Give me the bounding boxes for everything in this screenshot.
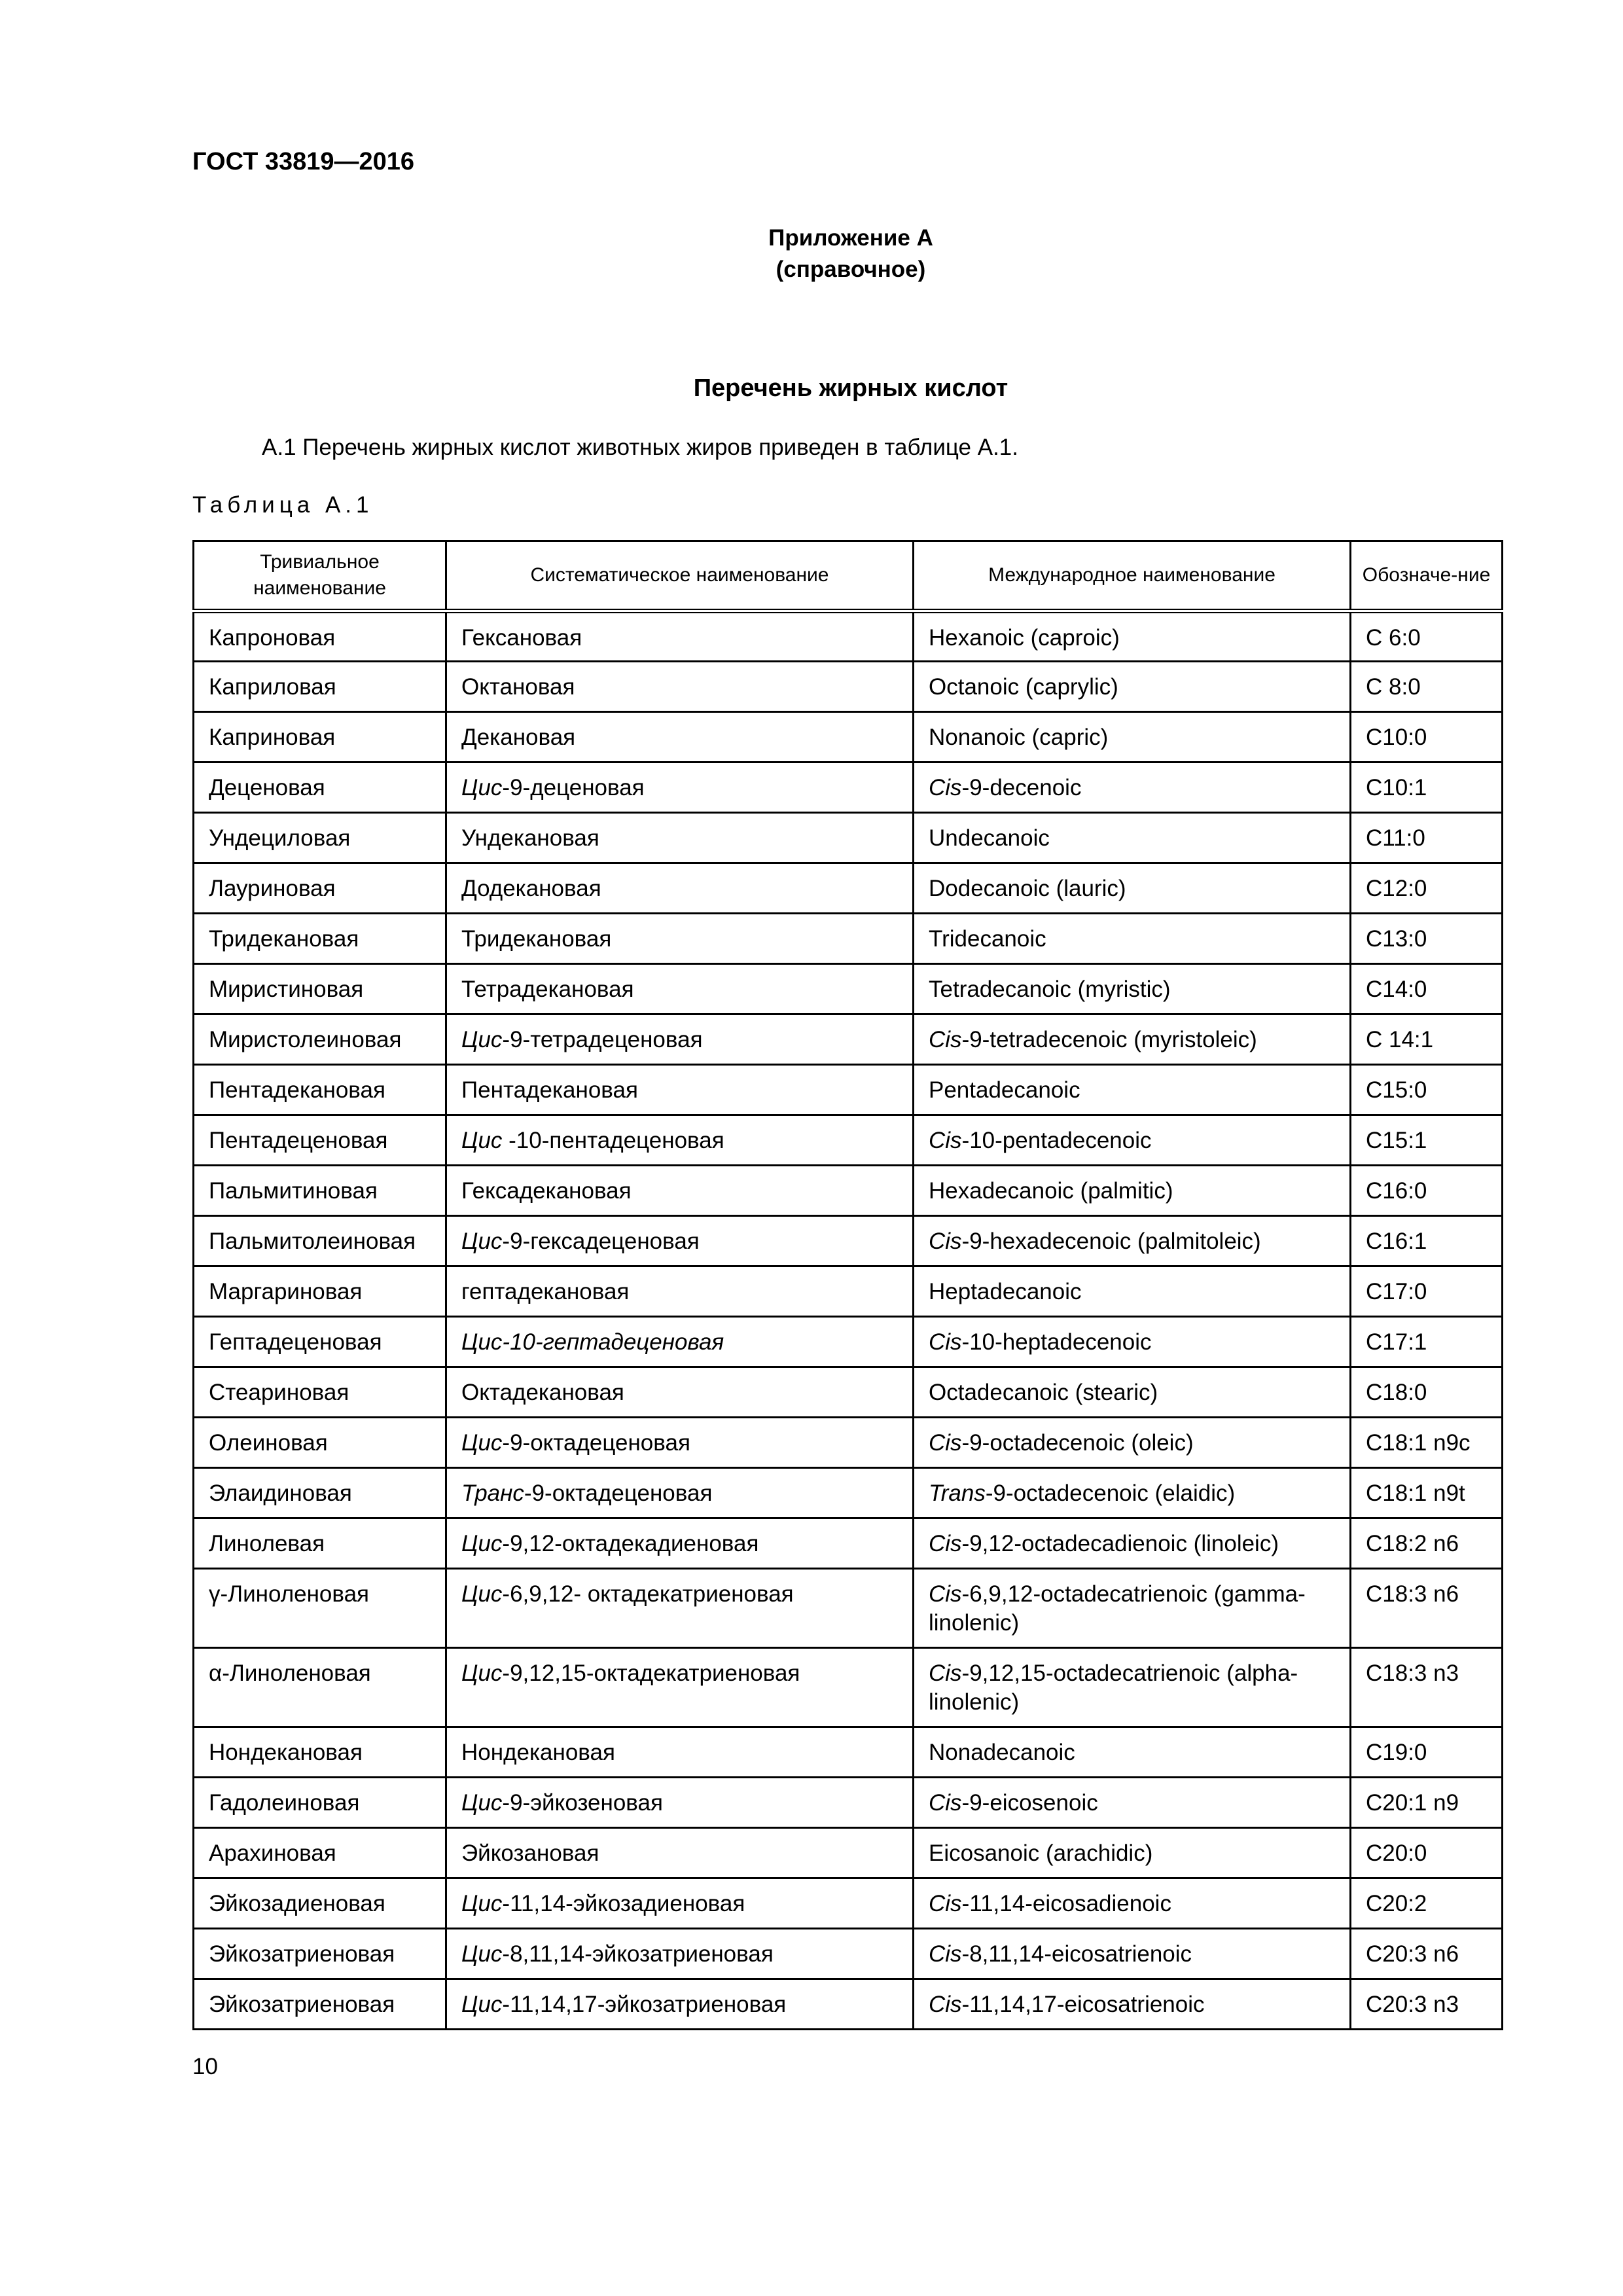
international-rest: -11,14,17-eicosatrienoic xyxy=(961,1992,1205,2017)
systematic-rest: Гексадекановая xyxy=(461,1178,632,1204)
systematic-prefix: Транс xyxy=(461,1480,524,1506)
cell-international-name xyxy=(914,1878,1351,1929)
systematic-rest: -10-пентадеценовая xyxy=(502,1128,724,1153)
systematic-rest: Октадекановая xyxy=(461,1380,624,1405)
cell-international-name xyxy=(914,1979,1351,2030)
cell-systematic-name xyxy=(446,1468,914,1518)
table-row xyxy=(194,1317,1503,1367)
table-row xyxy=(194,1166,1503,1216)
cell-international-name xyxy=(914,1166,1351,1216)
systematic-rest: Эйкозановая xyxy=(461,1840,599,1866)
systematic-rest: -9-деценовая xyxy=(502,775,645,800)
cell-international-name xyxy=(914,1065,1351,1115)
cell-systematic-name xyxy=(446,1828,914,1878)
systematic-rest: -8,11,14-эйкозатриеновая xyxy=(502,1941,774,1967)
cell-systematic-name xyxy=(446,1569,914,1648)
cell-designation: C20:3 n6 xyxy=(1351,1929,1503,1979)
cell-designation: C18:3 n3 xyxy=(1351,1648,1503,1727)
cell-trivial-name: Гептадеценовая xyxy=(194,1317,446,1367)
cell-systematic-name xyxy=(446,1929,914,1979)
cell-systematic-name xyxy=(446,1727,914,1778)
systematic-prefix: Цис xyxy=(461,775,503,800)
cell-designation: C 14:1 xyxy=(1351,1014,1503,1065)
cell-international-name xyxy=(914,762,1351,813)
cell-trivial-name: Эйкозатриеновая xyxy=(194,1979,446,2030)
systematic-prefix: Цис xyxy=(461,1430,503,1456)
cell-systematic-name xyxy=(446,1878,914,1929)
international-prefix: Cis xyxy=(929,1581,962,1607)
cell-systematic-name xyxy=(446,1518,914,1569)
cell-systematic-name xyxy=(446,1266,914,1317)
cell-designation: C16:1 xyxy=(1351,1216,1503,1266)
systematic-rest: -11,14,17-эйкозатриеновая xyxy=(502,1992,787,2017)
systematic-rest: -9-октадеценовая xyxy=(524,1480,713,1506)
cell-designation: C16:0 xyxy=(1351,1166,1503,1216)
cell-international-name xyxy=(914,1778,1351,1828)
header-international-name: Международное наименование xyxy=(914,541,1351,611)
systematic-rest: -6,9,12- октадекатриеновая xyxy=(502,1581,794,1607)
table-row xyxy=(194,611,1503,662)
cell-designation: C10:0 xyxy=(1351,712,1503,762)
cell-international-name xyxy=(914,1727,1351,1778)
systematic-rest: -11,14-эйкозадиеновая xyxy=(502,1891,745,1916)
cell-international-name xyxy=(914,1468,1351,1518)
international-rest: -8,11,14-eicosatrienoic xyxy=(961,1941,1192,1967)
cell-designation: C17:0 xyxy=(1351,1266,1503,1317)
cell-systematic-name xyxy=(446,712,914,762)
international-rest: Nonadecanoic xyxy=(929,1740,1075,1765)
fatty-acids-table xyxy=(192,540,1503,2030)
cell-designation: C18:3 n6 xyxy=(1351,1569,1503,1648)
cell-systematic-name xyxy=(446,813,914,863)
cell-systematic-name xyxy=(446,964,914,1014)
cell-systematic-name xyxy=(446,1166,914,1216)
international-prefix: Cis xyxy=(929,1329,962,1355)
table-row xyxy=(194,762,1503,813)
cell-trivial-name: Деценовая xyxy=(194,762,446,813)
cell-international-name xyxy=(914,1014,1351,1065)
table-row xyxy=(194,712,1503,762)
international-rest: Nonanoic (capric) xyxy=(929,725,1109,750)
international-prefix: Cis xyxy=(929,1891,962,1916)
systematic-rest: Октановая xyxy=(461,674,575,700)
international-rest: -9-hexadecenoic (palmitoleic) xyxy=(961,1229,1261,1254)
cell-trivial-name: Ундециловая xyxy=(194,813,446,863)
table-row xyxy=(194,1929,1503,1979)
international-prefix: Cis xyxy=(929,1992,962,2017)
header-trivial-name: Тривиальное наименование xyxy=(194,541,446,611)
international-prefix: Cis xyxy=(929,775,962,800)
cell-systematic-name xyxy=(446,662,914,712)
international-prefix: Cis xyxy=(929,1128,962,1153)
cell-trivial-name: Арахиновая xyxy=(194,1828,446,1878)
cell-international-name xyxy=(914,1929,1351,1979)
international-rest: -9-octadecenoic (elaidic) xyxy=(985,1480,1236,1506)
cell-trivial-name: α-Линоленовая xyxy=(194,1648,446,1727)
international-rest: -10-pentadecenoic xyxy=(961,1128,1152,1153)
cell-trivial-name: Тридекановая xyxy=(194,914,446,964)
table-row xyxy=(194,1569,1503,1648)
table-header-row xyxy=(194,541,1503,611)
cell-trivial-name: Гадолеиновая xyxy=(194,1778,446,1828)
international-rest: Hexanoic (caproic) xyxy=(929,625,1120,651)
table-row xyxy=(194,1878,1503,1929)
cell-designation: C13:0 xyxy=(1351,914,1503,964)
systematic-prefix: Цис xyxy=(461,1992,503,2017)
international-rest: -10-heptadecenoic xyxy=(961,1329,1152,1355)
table-row xyxy=(194,863,1503,914)
cell-systematic-name xyxy=(446,762,914,813)
cell-trivial-name: Миристиновая xyxy=(194,964,446,1014)
cell-trivial-name: Эйкозадиеновая xyxy=(194,1878,446,1929)
systematic-rest: Пентадекановая xyxy=(461,1077,638,1103)
international-rest: -9,12,15-octadecatrienoic (alpha-linolenic) xyxy=(929,1660,1298,1715)
cell-systematic-name xyxy=(446,1115,914,1166)
cell-international-name xyxy=(914,964,1351,1014)
table-row xyxy=(194,1518,1503,1569)
cell-systematic-name xyxy=(446,1216,914,1266)
cell-international-name xyxy=(914,863,1351,914)
cell-designation: C 8:0 xyxy=(1351,662,1503,712)
systematic-prefix: Цис xyxy=(461,1027,503,1052)
international-rest: Undecanoic xyxy=(929,825,1050,851)
systematic-prefix: Цис xyxy=(461,1128,503,1153)
systematic-prefix: Цис xyxy=(461,1790,503,1816)
table-row xyxy=(194,1468,1503,1518)
cell-international-name xyxy=(914,1115,1351,1166)
table-row xyxy=(194,1778,1503,1828)
cell-designation: C20:2 xyxy=(1351,1878,1503,1929)
table-row xyxy=(194,1216,1503,1266)
cell-designation: C15:1 xyxy=(1351,1115,1503,1166)
cell-trivial-name: Нондекановая xyxy=(194,1727,446,1778)
cell-designation: C20:3 n3 xyxy=(1351,1979,1503,2030)
international-rest: Octadecanoic (stearic) xyxy=(929,1380,1158,1405)
international-rest: -9-tetradecenoic (myristoleic) xyxy=(961,1027,1257,1052)
cell-designation: C14:0 xyxy=(1351,964,1503,1014)
cell-trivial-name: Пентадеценовая xyxy=(194,1115,446,1166)
cell-international-name xyxy=(914,813,1351,863)
table-row xyxy=(194,1266,1503,1317)
international-rest: -9-decenoic xyxy=(961,775,1082,800)
cell-designation: C 6:0 xyxy=(1351,611,1503,662)
international-rest: -9-octadecenoic (oleic) xyxy=(961,1430,1194,1456)
intro-paragraph: А.1 Перечень жирных кислот животных жиров приведен в таблице А.1. xyxy=(262,435,1018,460)
section-title: Перечень жирных кислот xyxy=(693,374,1008,402)
systematic-rest: Тетрадекановая xyxy=(461,977,634,1002)
international-rest: -9,12-octadecadienoic (linoleic) xyxy=(961,1531,1279,1556)
cell-trivial-name: Пентадекановая xyxy=(194,1065,446,1115)
cell-designation: C10:1 xyxy=(1351,762,1503,813)
cell-international-name xyxy=(914,712,1351,762)
header-designation: Обозначе-ние xyxy=(1351,541,1503,611)
cell-international-name xyxy=(914,611,1351,662)
systematic-rest: -9-тетрадеценовая xyxy=(502,1027,703,1052)
cell-designation: C20:1 n9 xyxy=(1351,1778,1503,1828)
cell-trivial-name: Каприновая xyxy=(194,712,446,762)
table-body xyxy=(194,611,1503,2030)
cell-international-name xyxy=(914,1266,1351,1317)
systematic-rest: -9-гексадеценовая xyxy=(502,1229,700,1254)
international-rest: Eicosanoic (arachidic) xyxy=(929,1840,1153,1866)
cell-systematic-name xyxy=(446,1648,914,1727)
table-row xyxy=(194,964,1503,1014)
table-row xyxy=(194,1115,1503,1166)
table-row xyxy=(194,662,1503,712)
cell-international-name xyxy=(914,662,1351,712)
table-row xyxy=(194,1727,1503,1778)
systematic-rest: Ундекановая xyxy=(461,825,599,851)
international-rest: Dodecanoic (lauric) xyxy=(929,876,1126,901)
international-rest: -9-eicosenoic xyxy=(961,1790,1098,1816)
international-rest: Octanoic (caprylic) xyxy=(929,674,1118,700)
table-caption: Таблица А.1 xyxy=(192,492,374,518)
international-rest: Tridecanoic xyxy=(929,926,1046,952)
systematic-rest: -9,12-октадекадиеновая xyxy=(502,1531,759,1556)
international-prefix: Cis xyxy=(929,1027,962,1052)
cell-international-name xyxy=(914,1648,1351,1727)
international-rest: Pentadecanoic xyxy=(929,1077,1080,1103)
systematic-rest: -9-эйкозеновая xyxy=(502,1790,663,1816)
cell-systematic-name xyxy=(446,1014,914,1065)
international-prefix: Trans xyxy=(929,1480,986,1506)
cell-designation: C15:0 xyxy=(1351,1065,1503,1115)
cell-designation: C18:1 n9t xyxy=(1351,1468,1503,1518)
cell-trivial-name: Пальмитиновая xyxy=(194,1166,446,1216)
cell-systematic-name xyxy=(446,611,914,662)
cell-trivial-name: Лауриновая xyxy=(194,863,446,914)
cell-designation: C19:0 xyxy=(1351,1727,1503,1778)
systematic-rest: Додекановая xyxy=(461,876,601,901)
table-row xyxy=(194,813,1503,863)
systematic-rest: -9,12,15-октадекатриеновая xyxy=(502,1660,800,1686)
international-prefix: Cis xyxy=(929,1430,962,1456)
cell-international-name xyxy=(914,1367,1351,1418)
systematic-prefix: Цис xyxy=(461,1891,503,1916)
cell-international-name xyxy=(914,1518,1351,1569)
cell-trivial-name: Капроновая xyxy=(194,611,446,662)
table-row xyxy=(194,1418,1503,1468)
international-rest: Tetradecanoic (myristic) xyxy=(929,977,1171,1002)
cell-trivial-name: Стеариновая xyxy=(194,1367,446,1418)
cell-trivial-name: Пальмитолеиновая xyxy=(194,1216,446,1266)
international-prefix: Cis xyxy=(929,1941,962,1967)
cell-trivial-name: Олеиновая xyxy=(194,1418,446,1468)
cell-international-name xyxy=(914,1828,1351,1878)
cell-systematic-name xyxy=(446,863,914,914)
international-prefix: Cis xyxy=(929,1660,962,1686)
international-rest: -6,9,12-octadecatrienoic (gamma-linolenic) xyxy=(929,1581,1306,1636)
cell-international-name xyxy=(914,1418,1351,1468)
page-number: 10 xyxy=(192,2054,218,2079)
international-prefix: Cis xyxy=(929,1531,962,1556)
systematic-rest: Нондекановая xyxy=(461,1740,615,1765)
cell-trivial-name: Каприловая xyxy=(194,662,446,712)
annex-type: (справочное) xyxy=(776,257,926,282)
cell-international-name xyxy=(914,1569,1351,1648)
cell-trivial-name: Эйкозатриеновая xyxy=(194,1929,446,1979)
cell-trivial-name: Элаидиновая xyxy=(194,1468,446,1518)
cell-designation: C11:0 xyxy=(1351,813,1503,863)
cell-designation: C18:2 n6 xyxy=(1351,1518,1503,1569)
international-rest: Heptadecanoic xyxy=(929,1279,1082,1304)
cell-international-name xyxy=(914,914,1351,964)
cell-systematic-name xyxy=(446,1418,914,1468)
cell-systematic-name xyxy=(446,1367,914,1418)
table-row xyxy=(194,1014,1503,1065)
cell-trivial-name: Маргариновая xyxy=(194,1266,446,1317)
annex-title: Приложение А xyxy=(768,225,933,251)
table-row xyxy=(194,1065,1503,1115)
table-row xyxy=(194,1979,1503,2030)
systematic-rest: гептадекановая xyxy=(461,1279,630,1304)
systematic-rest: Тридекановая xyxy=(461,926,612,952)
cell-trivial-name: γ-Линоленовая xyxy=(194,1569,446,1648)
systematic-rest: -9-октадеценовая xyxy=(502,1430,690,1456)
international-rest: -11,14-eicosadienoic xyxy=(961,1891,1171,1916)
systematic-prefix: Цис xyxy=(461,1941,503,1967)
cell-designation: C20:0 xyxy=(1351,1828,1503,1878)
table-row xyxy=(194,914,1503,964)
systematic-prefix: Цис xyxy=(461,1531,503,1556)
document-id: ГОСТ 33819—2016 xyxy=(192,148,415,175)
cell-systematic-name xyxy=(446,914,914,964)
cell-trivial-name: Миристолеиновая xyxy=(194,1014,446,1065)
cell-systematic-name xyxy=(446,1778,914,1828)
cell-international-name xyxy=(914,1216,1351,1266)
cell-designation: C12:0 xyxy=(1351,863,1503,914)
international-rest: Hexadecanoic (palmitic) xyxy=(929,1178,1173,1204)
cell-designation: C18:0 xyxy=(1351,1367,1503,1418)
cell-systematic-name xyxy=(446,1979,914,2030)
cell-systematic-name xyxy=(446,1065,914,1115)
systematic-prefix: Цис xyxy=(461,1581,503,1607)
systematic-rest: Гексановая xyxy=(461,625,582,651)
systematic-prefix: Цис xyxy=(461,1229,503,1254)
cell-systematic-name xyxy=(446,1317,914,1367)
international-prefix: Cis xyxy=(929,1229,962,1254)
header-systematic-name: Систематическое наименование xyxy=(446,541,914,611)
cell-international-name xyxy=(914,1317,1351,1367)
international-prefix: Cis xyxy=(929,1790,962,1816)
cell-designation: C18:1 n9c xyxy=(1351,1418,1503,1468)
systematic-prefix: Цис-10-гептадеценовая xyxy=(461,1329,724,1355)
cell-trivial-name: Линолевая xyxy=(194,1518,446,1569)
table-row xyxy=(194,1648,1503,1727)
cell-designation: C17:1 xyxy=(1351,1317,1503,1367)
table-row xyxy=(194,1828,1503,1878)
systematic-prefix: Цис xyxy=(461,1660,503,1686)
systematic-rest: Декановая xyxy=(461,725,576,750)
table-row xyxy=(194,1367,1503,1418)
